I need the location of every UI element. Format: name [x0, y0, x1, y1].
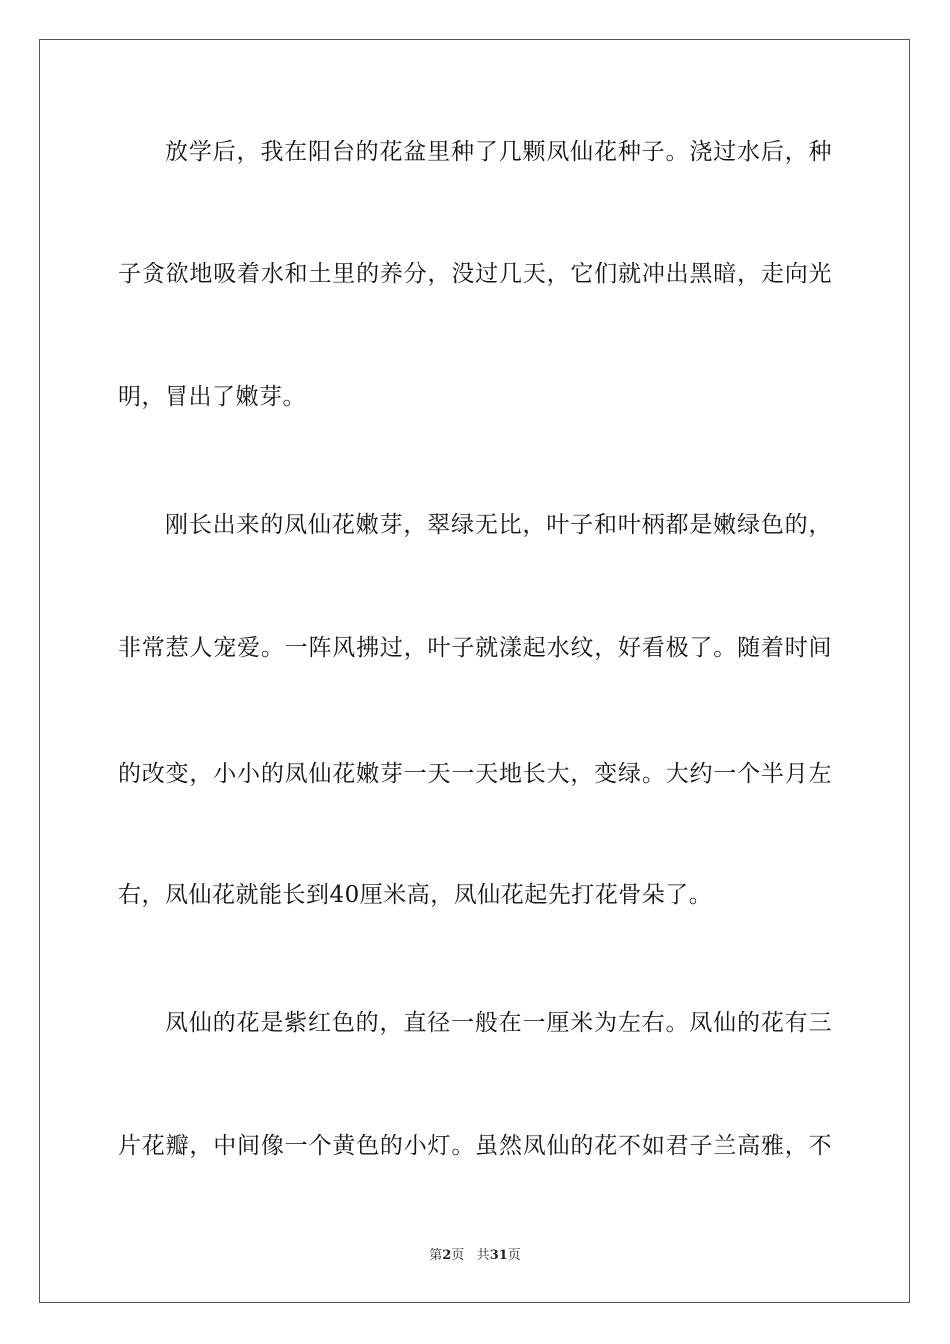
text-line: 明，冒出了嫩芽。: [118, 384, 306, 410]
text-line: 凤仙的花是紫红色的，直径一般在一厘米为左右。凤仙的花有三: [165, 1010, 832, 1036]
footer-page-suffix: 页: [451, 1248, 465, 1263]
text-line: 非常惹人宠爱。一阵风拂过，叶子就漾起水纹，好看极了。随着时间: [118, 635, 832, 661]
text-line: 刚长出来的凤仙花嫩芽，翠绿无比，叶子和叶柄都是嫩绿色的，: [165, 512, 832, 538]
page-frame: [39, 39, 910, 1303]
footer-prefix: 第: [429, 1248, 443, 1263]
footer-total-pages: 31: [489, 1248, 508, 1263]
text-line: 放学后，我在阳台的花盆里种了几颗凤仙花种子。浇过水后，种: [165, 139, 832, 165]
page-footer: [0, 1248, 950, 1264]
footer-total-suffix: 页: [507, 1248, 521, 1263]
text-line: 子贪欲地吸着水和土里的养分，没过几天，它们就冲出黑暗，走向光: [118, 261, 832, 287]
text-line: 的改变，小小的凤仙花嫩芽一天一天地长大，变绿。大约一个半月左: [118, 761, 832, 787]
footer-total-prefix: 共: [476, 1248, 490, 1263]
text-line: 右，凤仙花就能长到40厘米高，凤仙花起先打花骨朵了。: [118, 882, 713, 908]
text-line: 片花瓣，中间像一个黄色的小灯。虽然凤仙的花不如君子兰高雅，不: [118, 1133, 832, 1159]
footer-page-number: 2: [442, 1248, 452, 1263]
